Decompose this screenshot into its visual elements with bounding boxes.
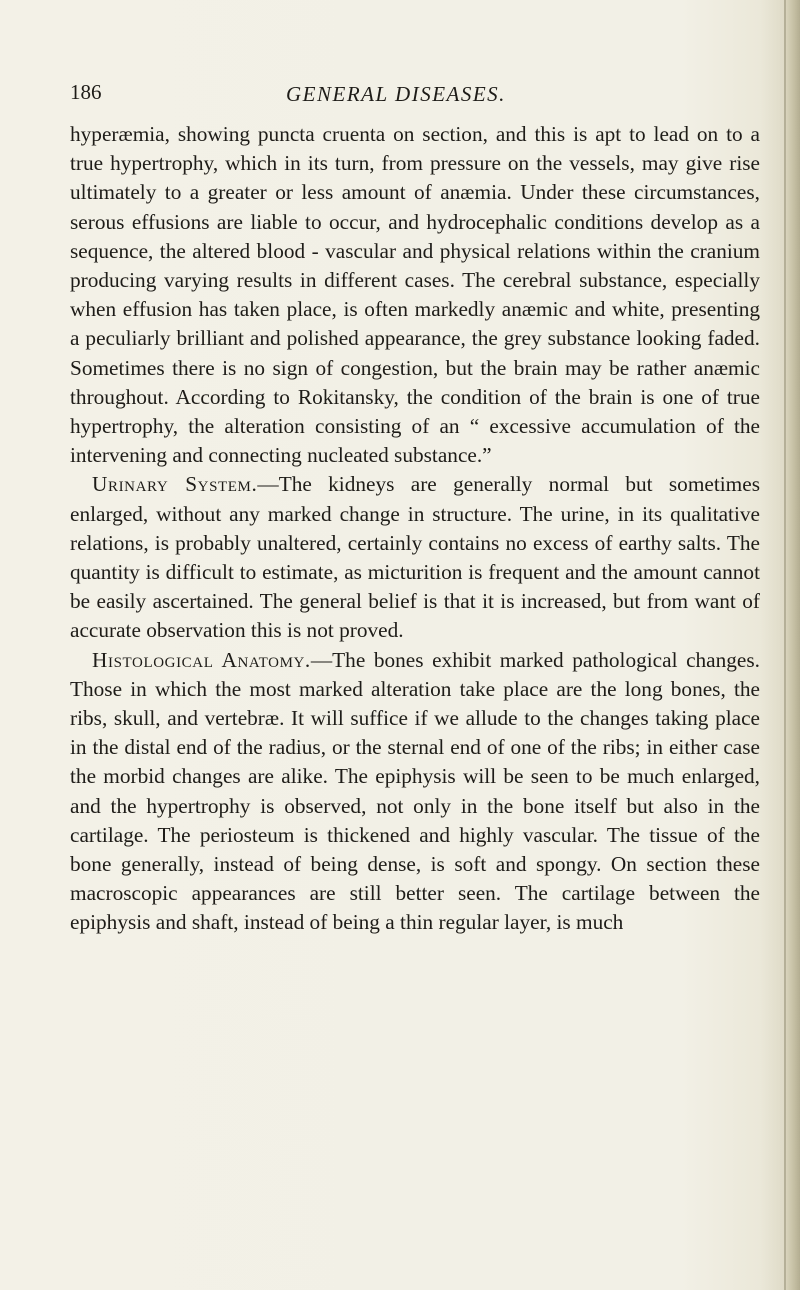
section-heading-histological-anatomy: Histological Anatomy. — [92, 647, 311, 672]
body-text — [70, 120, 760, 938]
paragraph-cerebral: hyperæmia, showing puncta cruenta on section, and this is apt to lead on to a true hypertrophy, which in its turn, from pressure on the vessels, may give rise ultimately to a greater or less amount of anæmia. Under these circumstances, serous effusions are liable to occur, and hydrocephalic conditions develop as a sequence, the altered blood - vascular and physical relations within the cranium producing varying results in different cases. The cerebral substance, especially when effusion has taken place, is often markedly anæmic and white, presenting a peculiarly brilliant and polished appearance, the grey substance looking faded. Sometimes there is no sign of congestion, but the brain may be rather anæmic throughout. According to Rokitansky, the condition of the brain is one of true hypertrophy, the alteration consisting of an “ excessive accumulation of the intervening and connecting nucleated substance.” — [70, 122, 760, 468]
paragraph-histological-anatomy — [70, 646, 760, 938]
binding-edge — [786, 0, 800, 1290]
running-title: GENERAL DISEASES. — [286, 82, 506, 106]
paragraph-urinary-system — [70, 470, 760, 645]
page-header — [70, 80, 770, 110]
page-number: 186 — [70, 80, 102, 104]
paragraph-histological-text: —The bones exhibit marked pathological changes. Those in which the most marked alteration take place are the long bones, the ribs, skull, and vertebræ. It will suffice if we allude to the changes taking place in the distal end of the radius, or the sternal end of one of the ribs; in either case the morbid changes are alike. The epiphysis will be seen to be much enlarged, and the hypertrophy is observed, not only in the bone itself but also in the cartilage. The periosteum is thickened and highly vascular. The tissue of the bone generally, instead of being dense, is soft and spongy. On section these macroscopic appearances are still better seen. The cartilage between the epiphysis and shaft, instead of being a thin regular layer, is much — [70, 647, 760, 935]
paragraph-urinary-text: —The kidneys are generally normal but sometimes enlarged, without any marked change in structure. The urine, in its qualitative relations, is probably unaltered, certainly contains no excess of earthy salts. The quantity is difficult to estimate, as micturition is frequent and the amount cannot be easily ascertained. The general belief is that it is increased, but from want of accurate observation this is not proved. — [70, 472, 760, 643]
section-heading-urinary-system: Urinary System. — [92, 472, 258, 497]
